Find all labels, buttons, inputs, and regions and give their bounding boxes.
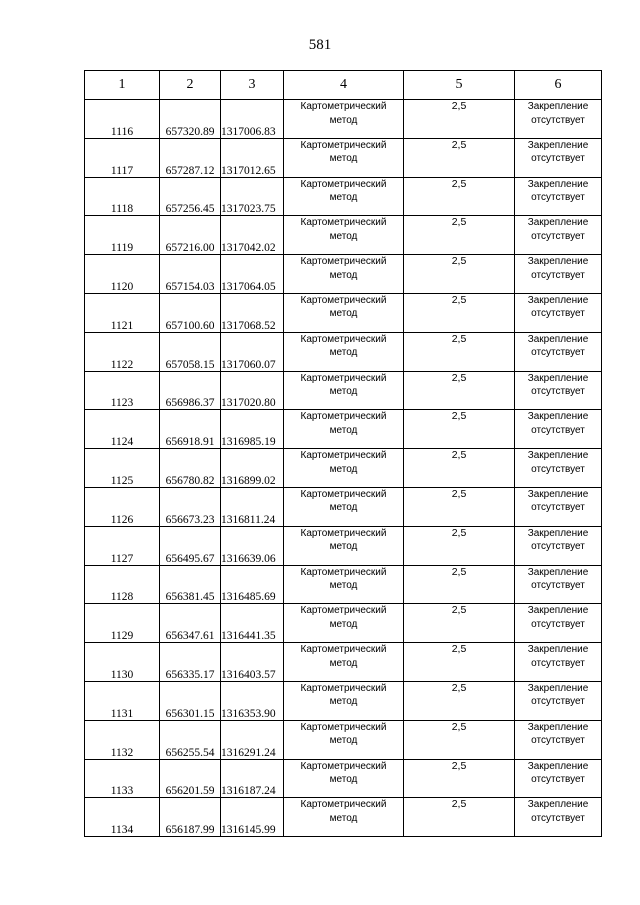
fixation-cell	[515, 487, 602, 526]
method-line-2: метод	[329, 424, 358, 436]
accuracy-value: 2,5	[404, 798, 515, 837]
coordinate-y: 1316187.24	[221, 759, 284, 798]
method-line-1: Картометрический	[300, 256, 387, 268]
accuracy-value: 2,5	[404, 255, 515, 294]
coordinate-x: 656201.59	[160, 759, 221, 798]
coordinate-y: 1316403.57	[221, 643, 284, 682]
header-row	[85, 71, 602, 100]
coordinate-y: 1317060.07	[221, 332, 284, 371]
point-number: 1125	[85, 449, 160, 488]
method-cell	[284, 487, 404, 526]
fixation-cell	[515, 410, 602, 449]
coordinate-y: 1316353.90	[221, 681, 284, 720]
coordinate-y: 1316441.35	[221, 604, 284, 643]
method-line-2: метод	[329, 696, 358, 708]
accuracy-value: 2,5	[404, 565, 515, 604]
accuracy-value: 2,5	[404, 759, 515, 798]
table-row	[85, 681, 602, 720]
table-row	[85, 177, 602, 216]
coordinate-x: 657058.15	[160, 332, 221, 371]
method-cell	[284, 371, 404, 410]
fixation-line-2: отсутствует	[531, 735, 585, 747]
method-cell	[284, 565, 404, 604]
table-row	[85, 526, 602, 565]
fixation-cell	[515, 216, 602, 255]
coordinate-x: 657256.45	[160, 177, 221, 216]
fixation-cell	[515, 643, 602, 682]
coordinate-y: 1316899.02	[221, 449, 284, 488]
accuracy-value: 2,5	[404, 216, 515, 255]
method-line-2: метод	[329, 230, 358, 242]
fixation-cell	[515, 293, 602, 332]
point-number: 1116	[85, 100, 160, 139]
fixation-line-2: отсутствует	[531, 541, 585, 553]
method-line-2: метод	[329, 812, 358, 824]
coordinate-y: 1317068.52	[221, 293, 284, 332]
fixation-cell	[515, 526, 602, 565]
table-row	[85, 100, 602, 139]
header-col-6: 6	[515, 71, 602, 100]
coordinate-x: 657154.03	[160, 255, 221, 294]
method-line-2: метод	[329, 618, 358, 630]
method-line-1: Картометрический	[300, 333, 387, 345]
coordinate-y: 1317006.83	[221, 100, 284, 139]
header-col-1: 1	[85, 71, 160, 100]
fixation-line-2: отсутствует	[531, 657, 585, 669]
table-row	[85, 759, 602, 798]
method-line-2: метод	[329, 463, 358, 475]
coordinate-x: 656301.15	[160, 681, 221, 720]
fixation-line-1: Закрепление	[527, 101, 589, 112]
coordinate-x: 656187.99	[160, 798, 221, 837]
method-cell	[284, 798, 404, 837]
fixation-line-2: отсутствует	[531, 114, 585, 126]
method-line-1: Картометрический	[300, 799, 387, 811]
point-number: 1127	[85, 526, 160, 565]
method-line-1: Картометрический	[300, 760, 387, 772]
point-number: 1128	[85, 565, 160, 604]
method-cell	[284, 604, 404, 643]
point-number: 1126	[85, 487, 160, 526]
coordinate-x: 656255.54	[160, 720, 221, 759]
page-number: 581	[308, 37, 332, 53]
table-body	[85, 100, 602, 837]
fixation-line-2: отсутствует	[531, 696, 585, 708]
method-cell	[284, 177, 404, 216]
method-line-2: метод	[329, 735, 358, 747]
fixation-line-2: отсутствует	[531, 424, 585, 436]
fixation-cell	[515, 371, 602, 410]
method-cell	[284, 526, 404, 565]
fixation-cell	[515, 255, 602, 294]
accuracy-value: 2,5	[404, 526, 515, 565]
table-row	[85, 293, 602, 332]
method-line-1: Картометрический	[300, 411, 387, 423]
method-line-2: метод	[329, 269, 358, 281]
point-number: 1134	[85, 798, 160, 837]
point-number: 1123	[85, 371, 160, 410]
table-row	[85, 798, 602, 837]
table-row	[85, 720, 602, 759]
method-line-1: Картометрический	[300, 178, 387, 190]
method-line-1: Картометрический	[300, 139, 387, 151]
point-number: 1121	[85, 293, 160, 332]
method-cell	[284, 138, 404, 177]
fixation-line-1: Закрепление	[527, 294, 589, 306]
coordinate-y: 1317020.80	[221, 371, 284, 410]
accuracy-value: 2,5	[404, 643, 515, 682]
point-number: 1122	[85, 332, 160, 371]
method-line-1: Картометрический	[300, 101, 387, 112]
point-number: 1117	[85, 138, 160, 177]
accuracy-value: 2,5	[404, 681, 515, 720]
method-cell	[284, 643, 404, 682]
table-row	[85, 332, 602, 371]
method-line-1: Картометрический	[300, 527, 387, 539]
table-row	[85, 410, 602, 449]
table-row	[85, 255, 602, 294]
accuracy-value: 2,5	[404, 604, 515, 643]
coordinate-y: 1316291.24	[221, 720, 284, 759]
method-line-2: метод	[329, 347, 358, 359]
method-line-2: метод	[329, 580, 358, 592]
coordinate-x: 656673.23	[160, 487, 221, 526]
method-line-1: Картометрический	[300, 721, 387, 733]
method-line-2: метод	[329, 541, 358, 553]
coordinate-x: 657100.60	[160, 293, 221, 332]
accuracy-value: 2,5	[404, 449, 515, 488]
fixation-line-1: Закрепление	[527, 721, 589, 733]
fixation-line-1: Закрепление	[527, 411, 589, 423]
coordinate-x: 656986.37	[160, 371, 221, 410]
fixation-line-1: Закрепление	[527, 644, 589, 656]
fixation-line-1: Закрепление	[527, 566, 589, 578]
method-line-2: метод	[329, 153, 358, 165]
method-cell	[284, 410, 404, 449]
table-header	[85, 71, 602, 100]
method-cell	[284, 759, 404, 798]
coordinate-y: 1317012.65	[221, 138, 284, 177]
coordinate-y: 1316985.19	[221, 410, 284, 449]
fixation-line-1: Закрепление	[527, 217, 589, 229]
accuracy-value: 2,5	[404, 138, 515, 177]
table-row	[85, 371, 602, 410]
coordinate-x: 656335.17	[160, 643, 221, 682]
point-number: 1131	[85, 681, 160, 720]
coordinate-x: 656381.45	[160, 565, 221, 604]
point-number: 1120	[85, 255, 160, 294]
coordinates-table	[84, 70, 602, 837]
fixation-line-1: Закрепление	[527, 760, 589, 772]
fixation-line-1: Закрепление	[527, 450, 589, 462]
table-row	[85, 487, 602, 526]
table-row	[85, 216, 602, 255]
fixation-line-2: отсутствует	[531, 502, 585, 514]
header-col-3: 3	[221, 71, 284, 100]
method-line-2: метод	[329, 657, 358, 669]
coordinate-x: 656495.67	[160, 526, 221, 565]
coordinate-y: 1316485.69	[221, 565, 284, 604]
point-number: 1118	[85, 177, 160, 216]
coordinate-y: 1317042.02	[221, 216, 284, 255]
fixation-cell	[515, 449, 602, 488]
fixation-cell	[515, 759, 602, 798]
coordinate-x: 656347.61	[160, 604, 221, 643]
coordinate-x: 657216.00	[160, 216, 221, 255]
coordinate-x: 657320.89	[160, 100, 221, 139]
accuracy-value: 2,5	[404, 332, 515, 371]
method-line-2: метод	[329, 774, 358, 786]
accuracy-value: 2,5	[404, 371, 515, 410]
method-line-1: Картометрический	[300, 488, 387, 500]
fixation-line-1: Закрепление	[527, 178, 589, 190]
fixation-line-1: Закрепление	[527, 333, 589, 345]
method-cell	[284, 332, 404, 371]
method-line-1: Картометрический	[300, 605, 387, 617]
method-line-2: метод	[329, 192, 358, 204]
coordinate-y: 1317064.05	[221, 255, 284, 294]
fixation-line-1: Закрепление	[527, 605, 589, 617]
method-cell	[284, 216, 404, 255]
fixation-line-2: отсутствует	[531, 463, 585, 475]
header-col-5: 5	[404, 71, 515, 100]
fixation-line-2: отсутствует	[531, 618, 585, 630]
coordinate-x: 656780.82	[160, 449, 221, 488]
fixation-line-1: Закрепление	[527, 488, 589, 500]
fixation-line-1: Закрепление	[527, 682, 589, 694]
method-cell	[284, 720, 404, 759]
coordinate-y: 1317023.75	[221, 177, 284, 216]
method-cell	[284, 100, 404, 139]
fixation-line-1: Закрепление	[527, 527, 589, 539]
point-number: 1130	[85, 643, 160, 682]
method-cell	[284, 255, 404, 294]
method-line-1: Картометрический	[300, 644, 387, 656]
coordinate-y: 1316811.24	[221, 487, 284, 526]
method-line-1: Картометрический	[300, 450, 387, 462]
method-line-1: Картометрический	[300, 217, 387, 229]
fixation-line-1: Закрепление	[527, 256, 589, 268]
accuracy-value: 2,5	[404, 720, 515, 759]
point-number: 1124	[85, 410, 160, 449]
fixation-cell	[515, 604, 602, 643]
table-row	[85, 643, 602, 682]
fixation-line-1: Закрепление	[527, 799, 589, 811]
fixation-line-2: отсутствует	[531, 230, 585, 242]
fixation-line-2: отсутствует	[531, 774, 585, 786]
accuracy-value: 2,5	[404, 100, 515, 139]
fixation-line-2: отсутствует	[531, 386, 585, 398]
coordinate-x: 656918.91	[160, 410, 221, 449]
method-cell	[284, 681, 404, 720]
coordinate-y: 1316639.06	[221, 526, 284, 565]
method-line-1: Картометрический	[300, 682, 387, 694]
method-line-1: Картометрический	[300, 294, 387, 306]
point-number: 1119	[85, 216, 160, 255]
fixation-cell	[515, 138, 602, 177]
method-line-2: метод	[329, 114, 358, 126]
point-number: 1132	[85, 720, 160, 759]
method-line-2: метод	[329, 502, 358, 514]
fixation-line-2: отсутствует	[531, 347, 585, 359]
method-line-1: Картометрический	[300, 372, 387, 384]
header-col-4: 4	[284, 71, 404, 100]
accuracy-value: 2,5	[404, 487, 515, 526]
coordinate-y: 1316145.99	[221, 798, 284, 837]
coordinate-x: 657287.12	[160, 138, 221, 177]
fixation-line-2: отсутствует	[531, 812, 585, 824]
fixation-cell	[515, 100, 602, 139]
fixation-line-2: отсутствует	[531, 580, 585, 592]
point-number: 1133	[85, 759, 160, 798]
table-row	[85, 604, 602, 643]
fixation-cell	[515, 798, 602, 837]
point-number: 1129	[85, 604, 160, 643]
table-row	[85, 449, 602, 488]
accuracy-value: 2,5	[404, 177, 515, 216]
fixation-line-1: Закрепление	[527, 139, 589, 151]
table-row	[85, 565, 602, 604]
fixation-cell	[515, 565, 602, 604]
fixation-cell	[515, 681, 602, 720]
fixation-cell	[515, 332, 602, 371]
fixation-line-2: отсутствует	[531, 308, 585, 320]
table-row	[85, 138, 602, 177]
fixation-line-2: отсутствует	[531, 192, 585, 204]
accuracy-value: 2,5	[404, 293, 515, 332]
fixation-line-1: Закрепление	[527, 372, 589, 384]
fixation-cell	[515, 177, 602, 216]
header-col-2: 2	[160, 71, 221, 100]
fixation-cell	[515, 720, 602, 759]
method-line-2: метод	[329, 308, 358, 320]
fixation-line-2: отсутствует	[531, 153, 585, 165]
accuracy-value: 2,5	[404, 410, 515, 449]
method-line-1: Картометрический	[300, 566, 387, 578]
method-cell	[284, 293, 404, 332]
method-cell	[284, 449, 404, 488]
method-line-2: метод	[329, 386, 358, 398]
fixation-line-2: отсутствует	[531, 269, 585, 281]
